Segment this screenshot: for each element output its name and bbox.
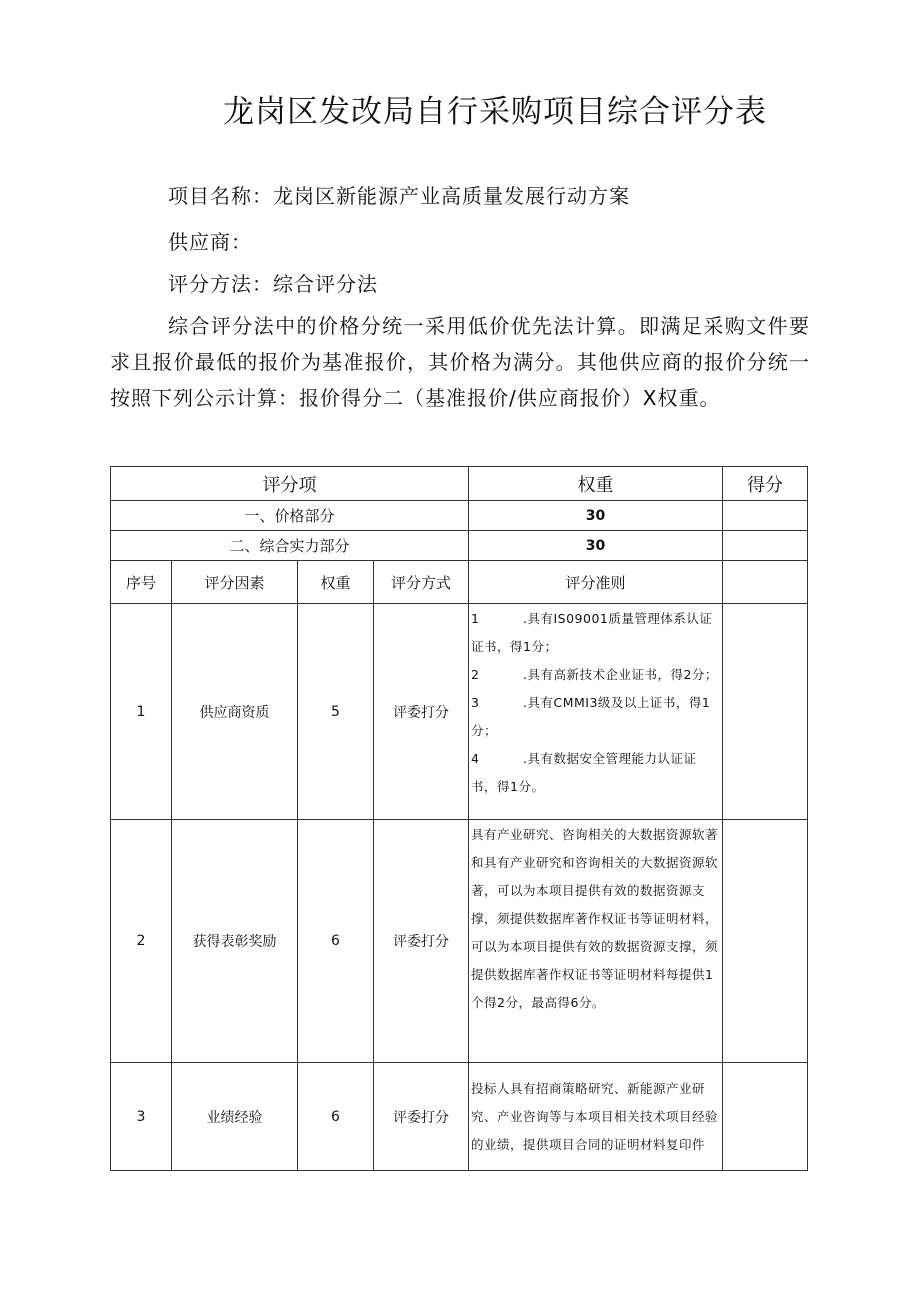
sub-header-score: [723, 561, 808, 604]
scoring-method-line: [168, 268, 378, 297]
sub-header-criteria: 评分准则: [469, 561, 723, 604]
section-row-strength: [111, 531, 808, 561]
table-row: [111, 820, 808, 1063]
header-score: 得分: [723, 467, 808, 501]
row2-no: 2: [111, 820, 172, 1063]
row3-no: 3: [111, 1063, 172, 1171]
row1-weight: 5: [298, 604, 374, 820]
header-item: 评分项: [111, 467, 469, 501]
project-name-value: 龙岗区新能源产业高质量发展行动方案: [273, 184, 630, 208]
criteria-item: 4 .具有数据安全管理能力认证证书，得1分。: [471, 751, 697, 794]
scoring-method-label: 评分方法：: [168, 272, 273, 296]
scoring-method-value: 综合评分法: [273, 272, 378, 296]
row1-factor: 供应商资质: [172, 604, 298, 820]
section-strength-score[interactable]: [723, 531, 808, 561]
row2-score[interactable]: [723, 820, 808, 1063]
row1-method: 评委打分: [374, 604, 469, 820]
sub-header-row: [111, 561, 808, 604]
row3-factor: 业绩经验: [172, 1063, 298, 1171]
header-weight: 权重: [469, 467, 723, 501]
row2-method: 评委打分: [374, 820, 469, 1063]
row2-weight: 6: [298, 820, 374, 1063]
section-row-price: [111, 501, 808, 531]
criteria-item: 3 .具有CMMI3级及以上证书，得1分；: [471, 695, 711, 738]
sub-header-no: 序号: [111, 561, 172, 604]
table-row: [111, 604, 808, 820]
table-header-row: [111, 467, 808, 501]
row3-method: 评委打分: [374, 1063, 469, 1171]
row3-score[interactable]: [723, 1063, 808, 1171]
row2-criteria: 具有产业研究、咨询相关的大数据资源软著和具有产业研究和咨询相关的大数据资源软著，可以为本项目提供有效的数据资源支撑，须提供数据库著作权证书等证明材料，可以为本项目提供有效的数据资源支撑，须提供数据库著作权证书等证明材料每提供1个得2分，最高得6分。: [469, 820, 723, 1063]
page-title: 龙岗区发改局自行采购项目综合评分表: [223, 94, 767, 130]
section-strength-weight: 30: [469, 531, 723, 561]
criteria-item: 2 .具有高新技术企业证书，得2分；: [471, 667, 718, 682]
section-price-name: 一、价格部分: [111, 501, 469, 531]
row2-factor: 获得表彰奖励: [172, 820, 298, 1063]
project-name-label: 项目名称：: [168, 184, 273, 208]
table-row: [111, 1063, 808, 1171]
row1-score[interactable]: [723, 604, 808, 820]
section-strength-name: 二、综合实力部分: [111, 531, 469, 561]
sub-header-factor: 评分因素: [172, 561, 298, 604]
row1-criteria: [469, 604, 723, 820]
row3-weight: 6: [298, 1063, 374, 1171]
project-name-line: [168, 180, 630, 209]
row1-no: 1: [111, 604, 172, 820]
section-price-score[interactable]: [723, 501, 808, 531]
sub-header-weight: 权重: [298, 561, 374, 604]
criteria-item: 1 .具有IS09001质量管理体系认证证书，得1分；: [471, 611, 713, 654]
sub-header-method: 评分方式: [374, 561, 469, 604]
section-price-weight: 30: [469, 501, 723, 531]
supplier-label: 供应商：: [168, 230, 252, 254]
intro-paragraph: 综合评分法中的价格分统一采用低价优先法计算。即满足采购文件要求且报价最低的报价为基准报价，其价格为满分。其他供应商的报价分统一按照下列公示计算：报价得分二（基准报价/供应商报价）X权重。: [110, 314, 810, 410]
score-table: [110, 466, 808, 1171]
supplier-line: [168, 226, 252, 255]
row3-criteria: 投标人具有招商策略研究、新能源产业研究、产业咨询等与本项目相关技术项目经验的业绩，提供项目合同的证明材料复印件: [469, 1063, 723, 1171]
